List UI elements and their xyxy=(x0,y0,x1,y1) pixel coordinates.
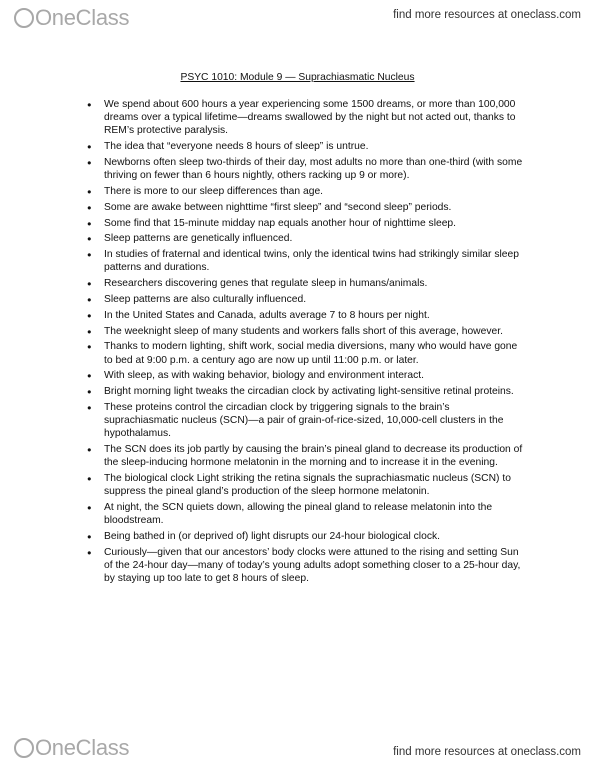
list-item: ● Researchers discovering genes that regulate sleep in humans/animals. xyxy=(80,277,525,290)
document-title: PSYC 1010: Module 9 — Suprachiasmatic Nucleus xyxy=(180,72,415,83)
list-item: ● Sleep patterns are also culturally influenced. xyxy=(80,293,525,306)
find-more-link[interactable]: find more resources at oneclass.com xyxy=(393,9,581,21)
list-item: ● Thanks to modern lighting, shift work, social media diversions, many who would have gone to bed at 9:00 p.m. a century ago are now up until 11:00 p.m. or later. xyxy=(80,340,525,366)
find-more-link-footer[interactable]: find more resources at oneclass.com xyxy=(393,746,581,758)
list-item: ● At night, the SCN quiets down, allowing the pineal gland to release melatonin into the bloodstream. xyxy=(80,501,525,527)
list-item: ● The biological clock Light striking the retina signals the suprachiasmatic nucleus (SCN) to suppress the pineal gland’s production of the sleep hormone melatonin. xyxy=(80,472,525,498)
oneclass-logo[interactable] xyxy=(14,5,129,31)
list-item: ● The idea that “everyone needs 8 hours of sleep” is untrue. xyxy=(80,140,525,153)
list-item: ● Bright morning light tweaks the circadian clock by activating light-sensitive retinal proteins. xyxy=(80,385,525,398)
bullet-list xyxy=(80,98,525,588)
list-item: ● Curiously—given that our ancestors’ body clocks were attuned to the rising and setting Sun of the 24-hour day—many of today’s young adults adopt something closer to a 25-hour day, by staying up too late to get 8 hours of sleep. xyxy=(80,546,525,586)
list-item: ● Newborns often sleep two-thirds of their day, most adults no more than one-third (with some thriving on fewer than 6 hours nightly, others racking up 9 or more). xyxy=(80,156,525,182)
list-item: ● There is more to our sleep differences than age. xyxy=(80,185,525,198)
page-header xyxy=(0,0,595,36)
list-item: ● We spend about 600 hours a year experiencing some 1500 dreams, or more than 100,000 dreams over a typical lifetime—dreams swallowed by the night but not acted out, thanks to REM’s protective paralysis. xyxy=(80,98,525,138)
list-item: ● The SCN does its job partly by causing the brain’s pineal gland to decrease its production of the sleep-inducing hormone melatonin in the morning and to increase it in the evening. xyxy=(80,443,525,469)
list-item: ● With sleep, as with waking behavior, biology and environment interact. xyxy=(80,369,525,382)
list-item: ● Some are awake between nighttime “first sleep” and “second sleep” periods. xyxy=(80,201,525,214)
list-item: ● Sleep patterns are genetically influenced. xyxy=(80,232,525,245)
list-item: ● Some find that 15-minute midday nap equals another hour of nighttime sleep. xyxy=(80,217,525,230)
list-item: ● The weeknight sleep of many students and workers falls short of this average, however. xyxy=(80,325,525,338)
oneclass-logo-footer[interactable] xyxy=(14,735,129,761)
o-circle-icon xyxy=(14,8,34,28)
logo-text: OneClass xyxy=(35,735,130,760)
o-circle-icon xyxy=(14,738,34,758)
list-item: ● Being bathed in (or deprived of) light disrupts our 24-hour biological clock. xyxy=(80,530,525,543)
logo-text: OneClass xyxy=(35,5,130,30)
list-item: ● In the United States and Canada, adults average 7 to 8 hours per night. xyxy=(80,309,525,322)
list-item: ● These proteins control the circadian clock by triggering signals to the brain’s suprachiasmatic nucleus (SCN)—a pair of grain-of-rice-sized, 10,000-cell clusters in the hypothalamus. xyxy=(80,401,525,441)
list-item: ● In studies of fraternal and identical twins, only the identical twins had strikingly similar sleep patterns and durations. xyxy=(80,248,525,274)
